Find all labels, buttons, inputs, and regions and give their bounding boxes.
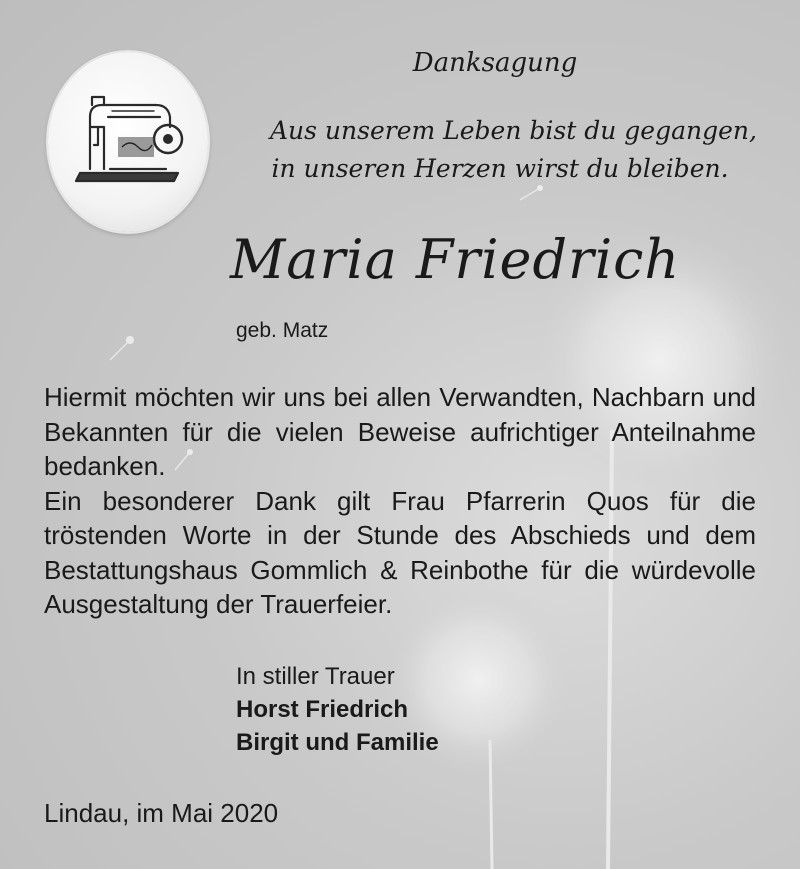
message-paragraph-2: Ein besonderer Dank gilt Frau Pfarrerin Quos für die tröstenden Worte in der Stunde des Abschieds und dem Bestattungshaus Gommlich & Reinbothe für die würdevolle Ausgestaltung der Trauerfeier. <box>44 485 756 619</box>
dandelion-stem-small <box>490 740 492 869</box>
maiden-name: geb. Matz <box>236 319 329 342</box>
message-paragraph-1: Hiermit möchten wir uns bei allen Verwandten, Nachbarn und Bekannten für die vielen Beweise aufrichtiger Anteilnahme bedanken. <box>44 382 756 481</box>
mourners-signature <box>236 660 439 759</box>
place-and-date: Lindau, im Mai 2020 <box>44 798 279 828</box>
sewing-machine-icon <box>70 87 188 187</box>
verse-line-1: Aus unserem Leben bist du gegangen, <box>270 116 757 145</box>
thank-you-message <box>44 380 756 622</box>
mourner-name-2: Birgit und Familie <box>236 729 439 756</box>
sewing-machine-medallion <box>48 52 208 232</box>
mourner-name-1: Horst Friedrich <box>236 696 409 723</box>
heading-danksagung: Danksagung <box>412 48 578 78</box>
memorial-verse <box>270 112 757 188</box>
deceased-name: Maria Friedrich <box>230 228 681 291</box>
signature-intro: In stiller Trauer <box>236 663 395 690</box>
verse-line-2: in unseren Herzen wirst du bleiben. <box>271 154 729 183</box>
